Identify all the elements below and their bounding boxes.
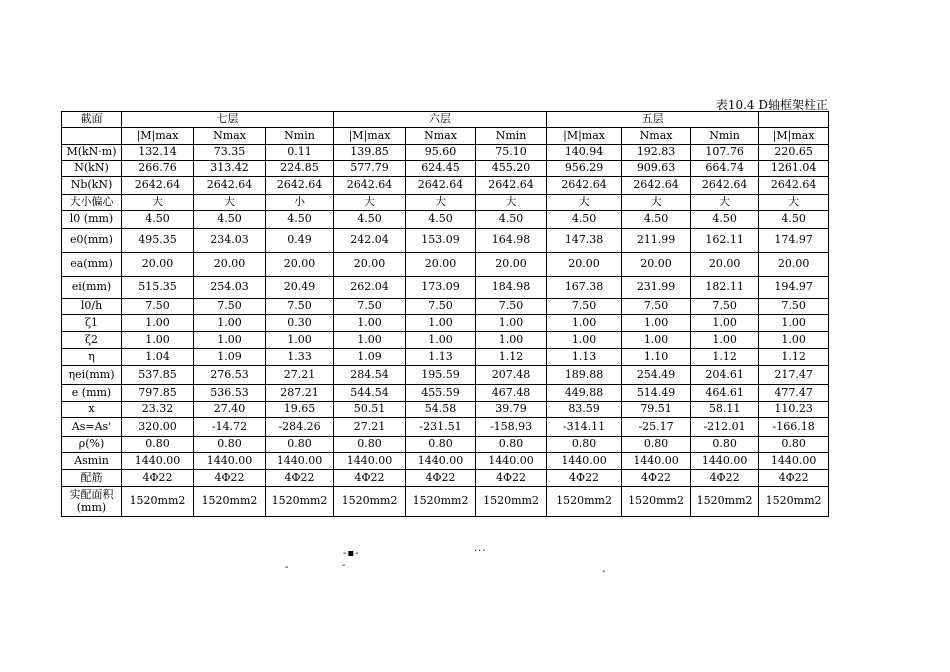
row-label: 配筋	[62, 470, 122, 487]
table-cell: 262.04	[334, 277, 406, 299]
table-cell: 1520mm2	[622, 487, 691, 517]
table-cell: 2642.64	[122, 177, 194, 195]
table-cell: 7.50	[406, 299, 476, 315]
table-cell: 20.00	[194, 253, 266, 277]
table-row	[62, 402, 829, 418]
table-cell: 284.54	[334, 366, 406, 385]
table-cell: 173.09	[406, 277, 476, 299]
table-cell: 1440.00	[406, 453, 476, 470]
table-cell: 4.50	[547, 211, 622, 229]
table-cell: 0.80	[266, 437, 334, 453]
table-cell: 0.30	[266, 315, 334, 332]
table-cell: 4.50	[406, 211, 476, 229]
table-cell: 1.00	[691, 315, 759, 332]
table-cell: 1.00	[406, 332, 476, 349]
table-cell: 1520mm2	[334, 487, 406, 517]
table-cell: 797.85	[122, 385, 194, 402]
table-cell: 231.99	[622, 277, 691, 299]
table-cell: 194.97	[759, 277, 829, 299]
table-row	[62, 437, 829, 453]
table-cell: 1.04	[122, 349, 194, 366]
table-cell: 0.80	[406, 437, 476, 453]
table-cell: 4.50	[334, 211, 406, 229]
table-cell: 224.85	[266, 161, 334, 177]
table-cell: 192.83	[622, 145, 691, 161]
floor-header-7: 七层	[122, 112, 334, 128]
table-cell: 495.35	[122, 229, 194, 253]
table-cell: 449.88	[547, 385, 622, 402]
table-cell: 544.54	[334, 385, 406, 402]
table-cell: 7.50	[266, 299, 334, 315]
table-row	[62, 332, 829, 349]
table-cell: 254.49	[622, 366, 691, 385]
table-cell: 4.50	[122, 211, 194, 229]
table-cell: 313.42	[194, 161, 266, 177]
table-cell: -212.01	[691, 418, 759, 437]
table-cell: 7.50	[122, 299, 194, 315]
table-cell: 207.48	[476, 366, 547, 385]
row-label	[62, 487, 122, 517]
stray-mark: -	[342, 560, 347, 571]
table-cell: 4Φ22	[547, 470, 622, 487]
table-cell: -25.17	[622, 418, 691, 437]
table-cell: 1520mm2	[691, 487, 759, 517]
table-cell: 1.12	[476, 349, 547, 366]
subcol-header: |M|max	[334, 128, 406, 145]
table-cell: 132.14	[122, 145, 194, 161]
table-cell: 4.50	[691, 211, 759, 229]
table-cell: 204.61	[691, 366, 759, 385]
table-cell: 大	[622, 195, 691, 211]
table-cell: 664.74	[691, 161, 759, 177]
row-label: Nb(kN)	[62, 177, 122, 195]
row-label: N(kN)	[62, 161, 122, 177]
table-cell: 7.50	[334, 299, 406, 315]
table-cell: 477.47	[759, 385, 829, 402]
section-header: 截面	[62, 112, 122, 128]
table-cell: 0.80	[122, 437, 194, 453]
table-cell: 4.50	[476, 211, 547, 229]
table-cell: 287.21	[266, 385, 334, 402]
table-cell: 107.76	[691, 145, 759, 161]
row-label: η	[62, 349, 122, 366]
table-cell: 1.00	[622, 332, 691, 349]
table-cell: 211.99	[622, 229, 691, 253]
table-cell: 4Φ22	[334, 470, 406, 487]
table-row	[62, 315, 829, 332]
column-design-table	[61, 111, 829, 517]
table-cell: 4Φ22	[406, 470, 476, 487]
floor-header-blank	[759, 112, 829, 128]
table-cell: 2642.64	[476, 177, 547, 195]
table-cell: 467.48	[476, 385, 547, 402]
table-cell: 2642.64	[194, 177, 266, 195]
table-cell: 1440.00	[266, 453, 334, 470]
table-cell: 1.00	[266, 332, 334, 349]
table-cell: 4Φ22	[194, 470, 266, 487]
table-row	[62, 453, 829, 470]
subcol-header: Nmax	[194, 128, 266, 145]
table-cell: 1.00	[759, 332, 829, 349]
table-cell: 1.00	[547, 332, 622, 349]
table-cell: 2642.64	[759, 177, 829, 195]
subcol-header: |M|max	[759, 128, 829, 145]
table-cell: 266.76	[122, 161, 194, 177]
row-label: e0(mm)	[62, 229, 122, 253]
table-cell: 大	[691, 195, 759, 211]
table-cell: 147.38	[547, 229, 622, 253]
table-cell: 242.04	[334, 229, 406, 253]
table-cell: 1.12	[759, 349, 829, 366]
table-cell: -158.93	[476, 418, 547, 437]
row-label-line: 实配面积	[69, 488, 114, 502]
table-cell: 162.11	[691, 229, 759, 253]
table-cell: 2642.64	[622, 177, 691, 195]
table-cell: 75.10	[476, 145, 547, 161]
table-cell: 2642.64	[266, 177, 334, 195]
row-label-line: (mm)	[76, 500, 107, 514]
table-cell: 1.00	[622, 315, 691, 332]
subcol-header: Nmin	[476, 128, 547, 145]
table-cell: 4.50	[266, 211, 334, 229]
row-label: M(kN·m)	[62, 145, 122, 161]
table-cell: 1.00	[759, 315, 829, 332]
table-cell: 23.32	[122, 402, 194, 418]
table-cell: 195.59	[406, 366, 476, 385]
floor-header-6: 六层	[334, 112, 547, 128]
row-label: l0 (mm)	[62, 211, 122, 229]
table-cell: 7.50	[194, 299, 266, 315]
table-cell: 174.97	[759, 229, 829, 253]
table-cell: 58.11	[691, 402, 759, 418]
table-cell: 0.11	[266, 145, 334, 161]
table-cell: 大	[194, 195, 266, 211]
row-label: ηei(mm)	[62, 366, 122, 385]
table-cell: 小	[266, 195, 334, 211]
table-cell: 79.51	[622, 402, 691, 418]
table-cell: 1.00	[334, 315, 406, 332]
table-cell: 0.80	[622, 437, 691, 453]
table-cell: 1.00	[334, 332, 406, 349]
table-cell: 0.49	[266, 229, 334, 253]
stray-mark: ···	[474, 546, 487, 557]
table-cell: 1.00	[691, 332, 759, 349]
table-cell: 50.51	[334, 402, 406, 418]
table-cell: 455.59	[406, 385, 476, 402]
table-cell: 0.80	[334, 437, 406, 453]
table-cell: 167.38	[547, 277, 622, 299]
table-cell: 140.94	[547, 145, 622, 161]
table-cell: -166.18	[759, 418, 829, 437]
table-cell: 4Φ22	[476, 470, 547, 487]
table-cell: 19.65	[266, 402, 334, 418]
table-cell: 1440.00	[194, 453, 266, 470]
table-cell: 184.98	[476, 277, 547, 299]
header-row-subcols	[62, 128, 829, 145]
table-cell: 1.09	[194, 349, 266, 366]
table-cell: 514.49	[622, 385, 691, 402]
table-cell: 1.00	[476, 315, 547, 332]
table-cell: 1.00	[122, 315, 194, 332]
row-label: ei(mm)	[62, 277, 122, 299]
table-cell: 20.00	[334, 253, 406, 277]
table-cell: 20.49	[266, 277, 334, 299]
subcol-header: Nmin	[691, 128, 759, 145]
table-cell: 4Φ22	[122, 470, 194, 487]
table-cell: 0.80	[759, 437, 829, 453]
table-cell: 1520mm2	[194, 487, 266, 517]
row-label: Asmin	[62, 453, 122, 470]
row-label: 大小偏心	[62, 195, 122, 211]
table-cell: 4Φ22	[266, 470, 334, 487]
table-cell: 1440.00	[476, 453, 547, 470]
table-cell: 1.10	[622, 349, 691, 366]
table-cell: 1520mm2	[406, 487, 476, 517]
table-cell: 大	[122, 195, 194, 211]
table-cell: 2642.64	[691, 177, 759, 195]
table-cell: 1.00	[406, 315, 476, 332]
row-label: ζ1	[62, 315, 122, 332]
table-row	[62, 177, 829, 195]
subcol-blank	[62, 128, 122, 145]
row-label: ζ2	[62, 332, 122, 349]
table-cell: 1440.00	[622, 453, 691, 470]
table-cell: 4.50	[759, 211, 829, 229]
table-cell: 20.00	[476, 253, 547, 277]
table-cell: 大	[476, 195, 547, 211]
table-cell: 164.98	[476, 229, 547, 253]
table-cell: -314.11	[547, 418, 622, 437]
table-row	[62, 145, 829, 161]
table-cell: 1.13	[406, 349, 476, 366]
table-cell: 1.00	[122, 332, 194, 349]
table-cell: 182.11	[691, 277, 759, 299]
table-cell: 7.50	[622, 299, 691, 315]
table-cell: 20.00	[759, 253, 829, 277]
table-cell: 1.00	[194, 332, 266, 349]
stray-mark: -	[602, 566, 607, 577]
table-row	[62, 299, 829, 315]
table-row	[62, 418, 829, 437]
table-caption: 表10.4 D轴框架柱正	[715, 98, 828, 112]
table-cell: 95.60	[406, 145, 476, 161]
table-cell: 1.00	[476, 332, 547, 349]
table-cell: 大	[547, 195, 622, 211]
table-row	[62, 385, 829, 402]
table-row	[62, 349, 829, 366]
floor-header-5: 五层	[547, 112, 759, 128]
table-cell: -284.26	[266, 418, 334, 437]
table-cell: 20.00	[691, 253, 759, 277]
table-cell: 1520mm2	[759, 487, 829, 517]
table-cell: 大	[406, 195, 476, 211]
row-label: ea(mm)	[62, 253, 122, 277]
row-label: e (mm)	[62, 385, 122, 402]
table-row	[62, 229, 829, 253]
table-cell: 220.65	[759, 145, 829, 161]
table-cell: 464.61	[691, 385, 759, 402]
table-cell: 577.79	[334, 161, 406, 177]
table-cell: 27.21	[334, 418, 406, 437]
table-row	[62, 195, 829, 211]
table-cell: 4Φ22	[622, 470, 691, 487]
table-cell: 83.59	[547, 402, 622, 418]
subcol-header: Nmax	[622, 128, 691, 145]
table-row	[62, 161, 829, 177]
table-cell: 909.63	[622, 161, 691, 177]
table-cell: 54.58	[406, 402, 476, 418]
table-row	[62, 366, 829, 385]
stray-mark: -▪-	[343, 548, 360, 559]
table-cell: -231.51	[406, 418, 476, 437]
table-cell: 1.00	[194, 315, 266, 332]
table-row-area	[62, 487, 829, 517]
table-cell: 4.50	[622, 211, 691, 229]
table-cell: 320.00	[122, 418, 194, 437]
table-cell: 956.29	[547, 161, 622, 177]
table-cell: 139.85	[334, 145, 406, 161]
table-cell: 2642.64	[334, 177, 406, 195]
table-cell: 0.80	[691, 437, 759, 453]
table-cell: 4Φ22	[691, 470, 759, 487]
table-cell: 2642.64	[547, 177, 622, 195]
table-cell: 1.12	[691, 349, 759, 366]
table-cell: 4Φ22	[759, 470, 829, 487]
subcol-header: |M|max	[122, 128, 194, 145]
row-label: As=As'	[62, 418, 122, 437]
table-cell: 1.00	[547, 315, 622, 332]
table-cell: 1.13	[547, 349, 622, 366]
table-cell: 1440.00	[691, 453, 759, 470]
table-cell: 537.85	[122, 366, 194, 385]
table-cell: 20.00	[622, 253, 691, 277]
table-cell: 2642.64	[406, 177, 476, 195]
table-cell: 20.00	[122, 253, 194, 277]
table-cell: 1520mm2	[266, 487, 334, 517]
table-cell: 0.80	[547, 437, 622, 453]
table-cell: 536.53	[194, 385, 266, 402]
table-cell: 624.45	[406, 161, 476, 177]
table-cell: 27.21	[266, 366, 334, 385]
table-cell: 1440.00	[334, 453, 406, 470]
table-cell: 20.00	[547, 253, 622, 277]
table-cell: 27.40	[194, 402, 266, 418]
table-cell: 7.50	[547, 299, 622, 315]
table-cell: 1261.04	[759, 161, 829, 177]
table-cell: 1520mm2	[122, 487, 194, 517]
subcol-header: |M|max	[547, 128, 622, 145]
table-row	[62, 277, 829, 299]
subcol-header: Nmin	[266, 128, 334, 145]
table-cell: 大	[759, 195, 829, 211]
stray-mark: -	[285, 562, 290, 573]
row-label: ρ(%)	[62, 437, 122, 453]
table-cell: 189.88	[547, 366, 622, 385]
table-cell: 1.09	[334, 349, 406, 366]
subcol-header: Nmax	[406, 128, 476, 145]
table-cell: 515.35	[122, 277, 194, 299]
table-row	[62, 253, 829, 277]
table-cell: 7.50	[691, 299, 759, 315]
table-cell: 1520mm2	[547, 487, 622, 517]
table-cell: 20.00	[266, 253, 334, 277]
row-label: x	[62, 402, 122, 418]
table-cell: 455.20	[476, 161, 547, 177]
table-cell: 1520mm2	[476, 487, 547, 517]
table-row	[62, 470, 829, 487]
table-cell: 大	[334, 195, 406, 211]
table-cell: 39.79	[476, 402, 547, 418]
table-cell: 217.47	[759, 366, 829, 385]
table-cell: 7.50	[476, 299, 547, 315]
table-cell: 1440.00	[759, 453, 829, 470]
table-cell: -14.72	[194, 418, 266, 437]
table-cell: 0.80	[194, 437, 266, 453]
row-label: l0/h	[62, 299, 122, 315]
table-cell: 4.50	[194, 211, 266, 229]
table-cell: 254.03	[194, 277, 266, 299]
table-cell: 7.50	[759, 299, 829, 315]
table-cell: 276.53	[194, 366, 266, 385]
table-cell: 1.33	[266, 349, 334, 366]
table-cell: 1440.00	[547, 453, 622, 470]
table-cell: 1440.00	[122, 453, 194, 470]
table-cell: 234.03	[194, 229, 266, 253]
table-cell: 0.80	[476, 437, 547, 453]
table-cell: 110.23	[759, 402, 829, 418]
table-cell: 153.09	[406, 229, 476, 253]
header-row-floors	[62, 112, 829, 128]
table-cell: 73.35	[194, 145, 266, 161]
table-row	[62, 211, 829, 229]
table-cell: 20.00	[406, 253, 476, 277]
